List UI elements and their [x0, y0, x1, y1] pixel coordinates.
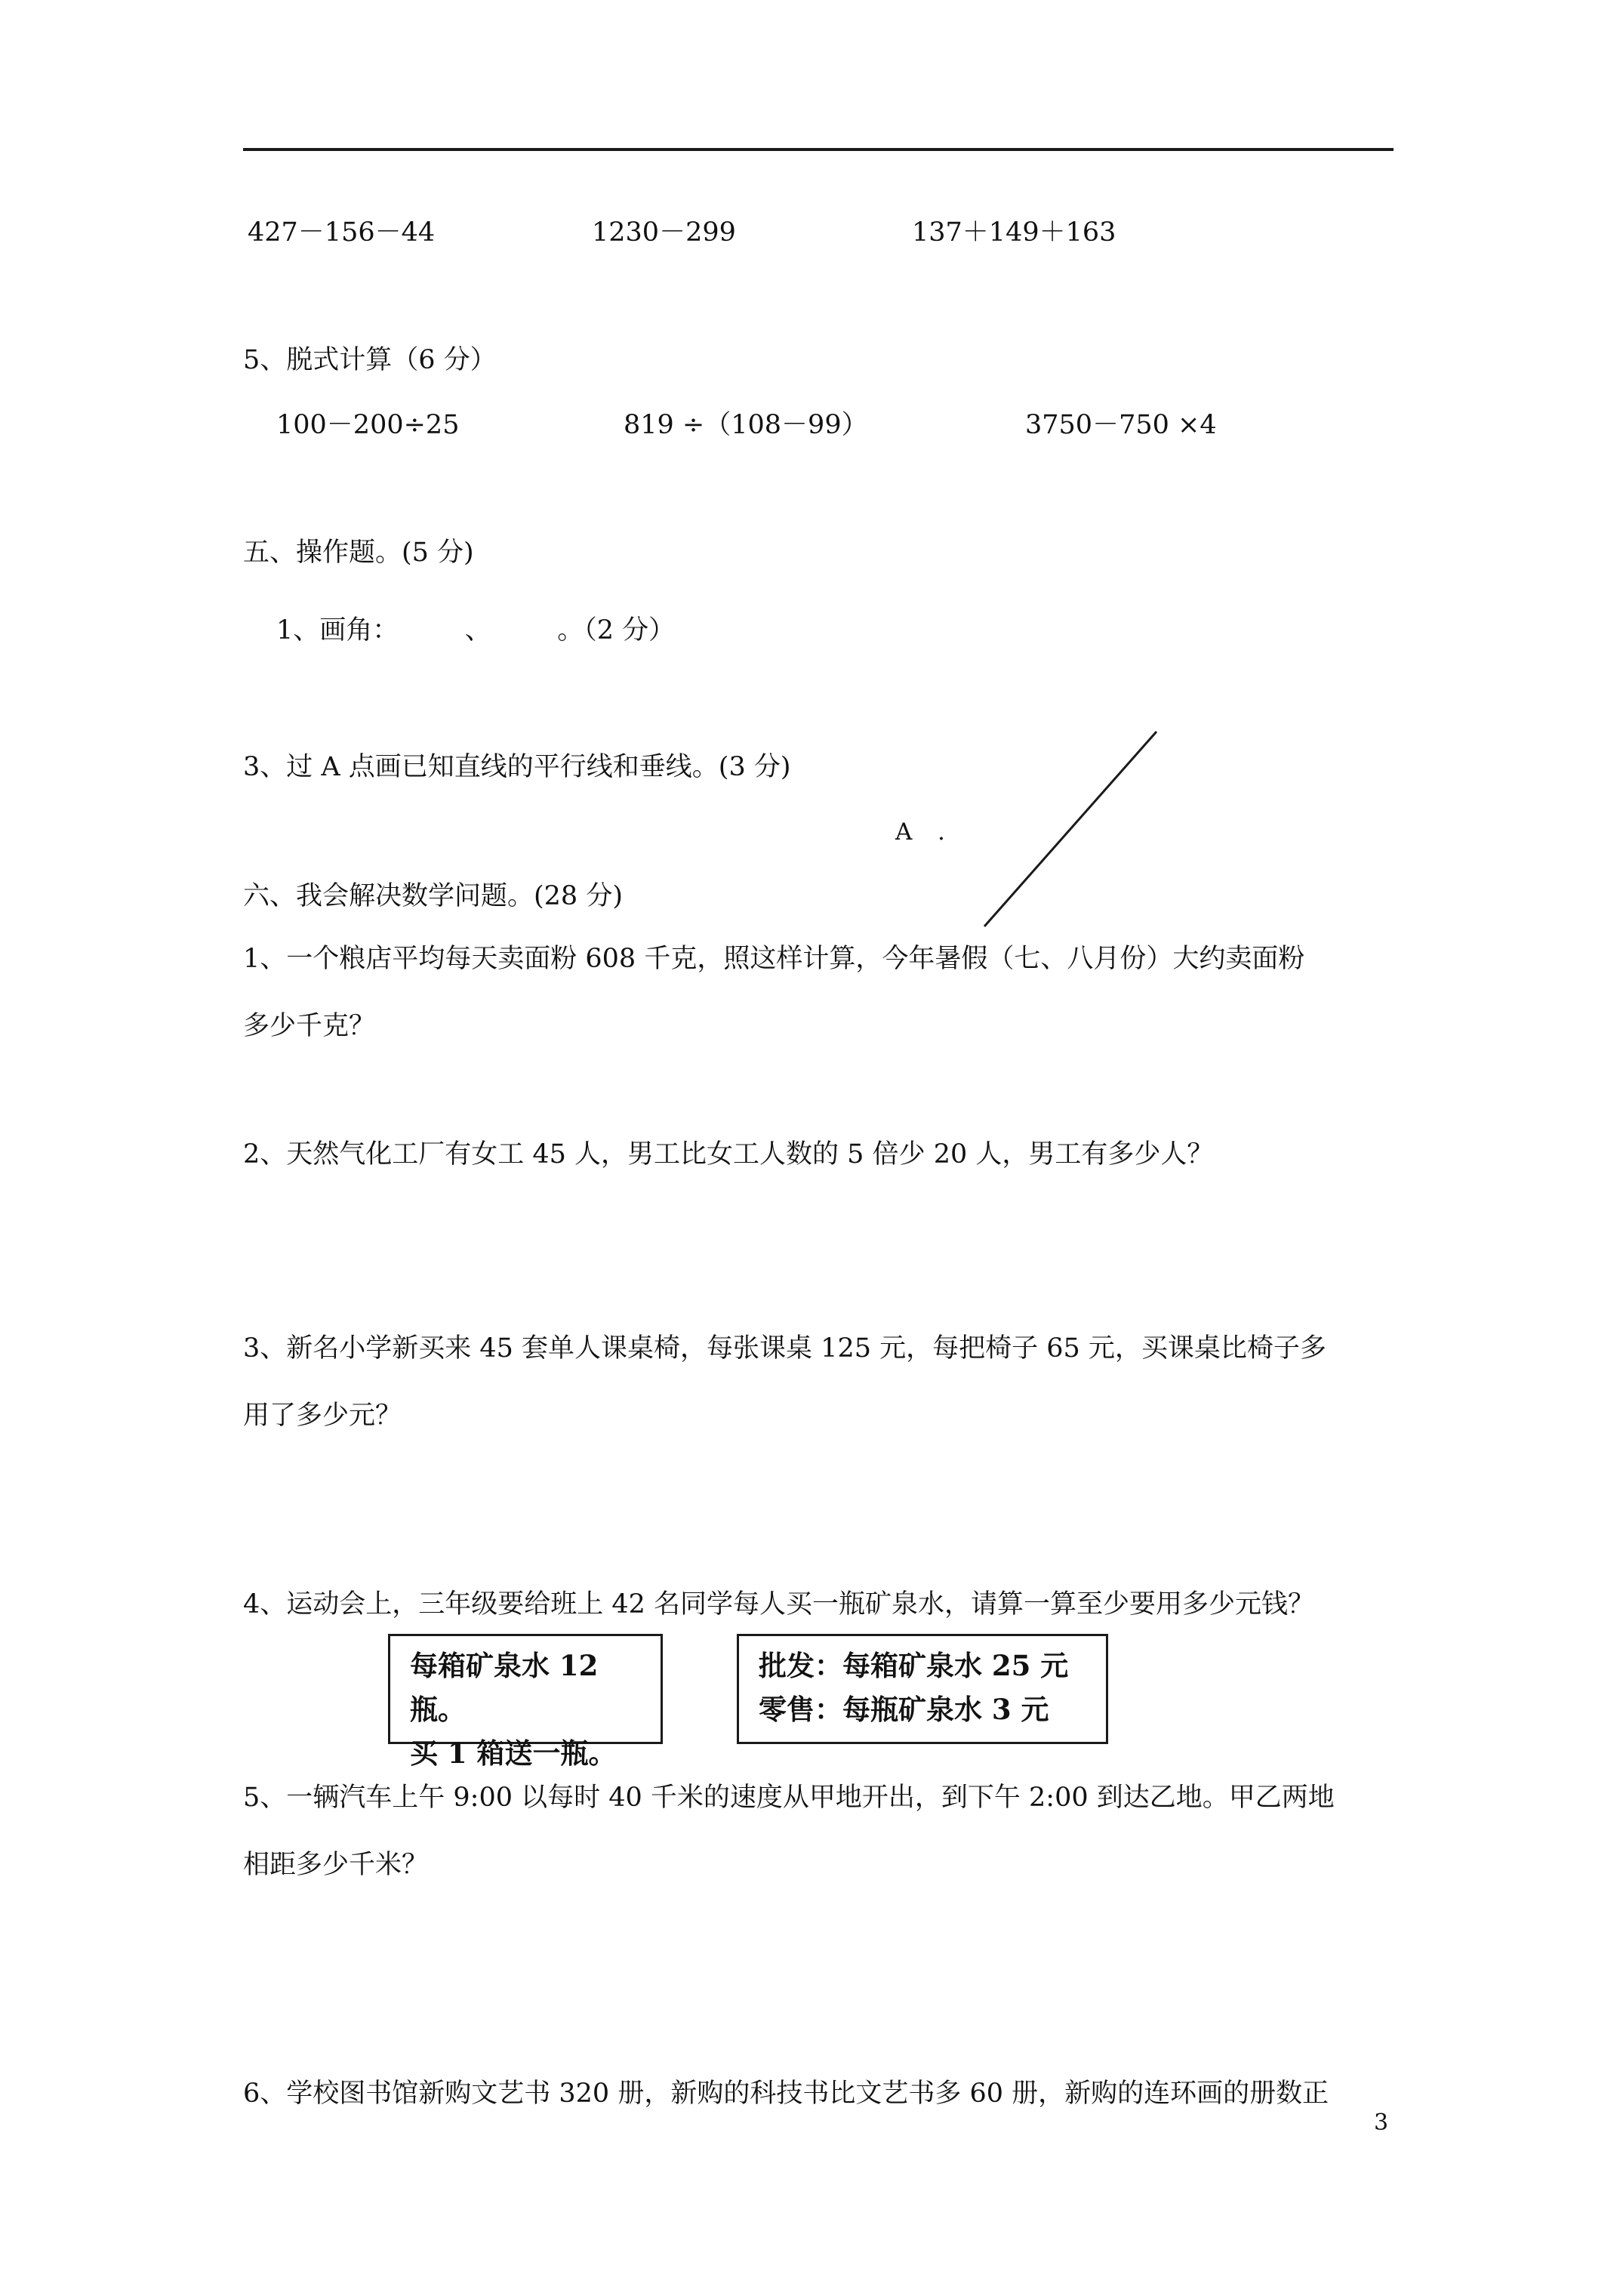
given-line-figure	[974, 729, 1170, 932]
q5-item-3: 3750－750 ×4	[1025, 410, 1217, 440]
section6-title: 六、我会解决数学问题。(28 分)	[243, 881, 623, 911]
point-a-mark: .	[938, 818, 945, 846]
problem-5-line-1: 5、一辆汽车上午 9:00 以每时 40 千米的速度从甲地开出，到下午 2:00 到达乙地。甲乙两地	[243, 1783, 1335, 1813]
header-rule	[243, 148, 1394, 151]
problem-3-line-1: 3、新名小学新买来 45 套单人课桌椅，每张课桌 125 元，每把椅子 65 元，买课桌比椅子多	[243, 1333, 1326, 1364]
problem-5-line-2: 相距多少千米？	[243, 1850, 429, 1880]
section5-title: 五、操作题。(5 分)	[243, 538, 474, 568]
offer-box-bundle-line-1: 每箱矿泉水 12 瓶。	[410, 1649, 599, 1726]
problem-3-line-2: 用了多少元？	[243, 1401, 402, 1431]
problem-1	[243, 942, 1394, 1043]
calc-expression-1: 427－156－44	[248, 217, 436, 248]
page-number: 3	[1374, 2110, 1389, 2136]
offer-box-bundle-line-2: 买 1 箱送一瓶。	[410, 1737, 617, 1770]
given-straight-line	[984, 732, 1156, 926]
section5-q3: 3、过 A 点画已知直线的平行线和垂线。(3 分)	[243, 752, 791, 782]
offer-box-prices	[737, 1634, 1108, 1744]
q5-item-2: 819 ÷（108－99）	[624, 410, 868, 440]
problem-6: 6、学校图书馆新购文艺书 320 册，新购的科技书比文艺书多 60 册，新购的连环画的册数正	[243, 2079, 1329, 2109]
point-a-label: A	[895, 818, 913, 846]
section5-q1: 1、画角： 、 。（2 分）	[276, 615, 676, 646]
offer-box-bundle	[388, 1634, 663, 1770]
problem-1-line-1: 1、一个粮店平均每天卖面粉 608 千克，照这样计算，今年暑假（七、八月份）大约卖面粉	[243, 944, 1305, 974]
calc-expression-2: 1230－299	[592, 217, 736, 248]
q5-item-1: 100－200÷25	[276, 410, 460, 440]
calc-expression-3: 137＋149＋163	[912, 217, 1116, 248]
offer-box-prices-line-1: 批发：每箱矿泉水 25 元	[759, 1649, 1069, 1682]
problem-1-line-2: 多少千克？	[243, 1011, 376, 1041]
problem-4: 4、运动会上，三年级要给班上 42 名同学每人买一瓶矿泉水，请算一算至少要用多少元钱？	[243, 1589, 1315, 1620]
q5-title: 5、脱式计算（6 分）	[243, 345, 497, 375]
problem-5	[243, 1781, 1394, 1881]
problem-3	[243, 1332, 1394, 1432]
problem-2: 2、天然气化工厂有女工 45 人，男工比女工人数的 5 倍少 20 人，男工有多少人？	[243, 1139, 1214, 1170]
offer-box-prices-line-2: 零售：每瓶矿泉水 3 元	[759, 1693, 1049, 1726]
